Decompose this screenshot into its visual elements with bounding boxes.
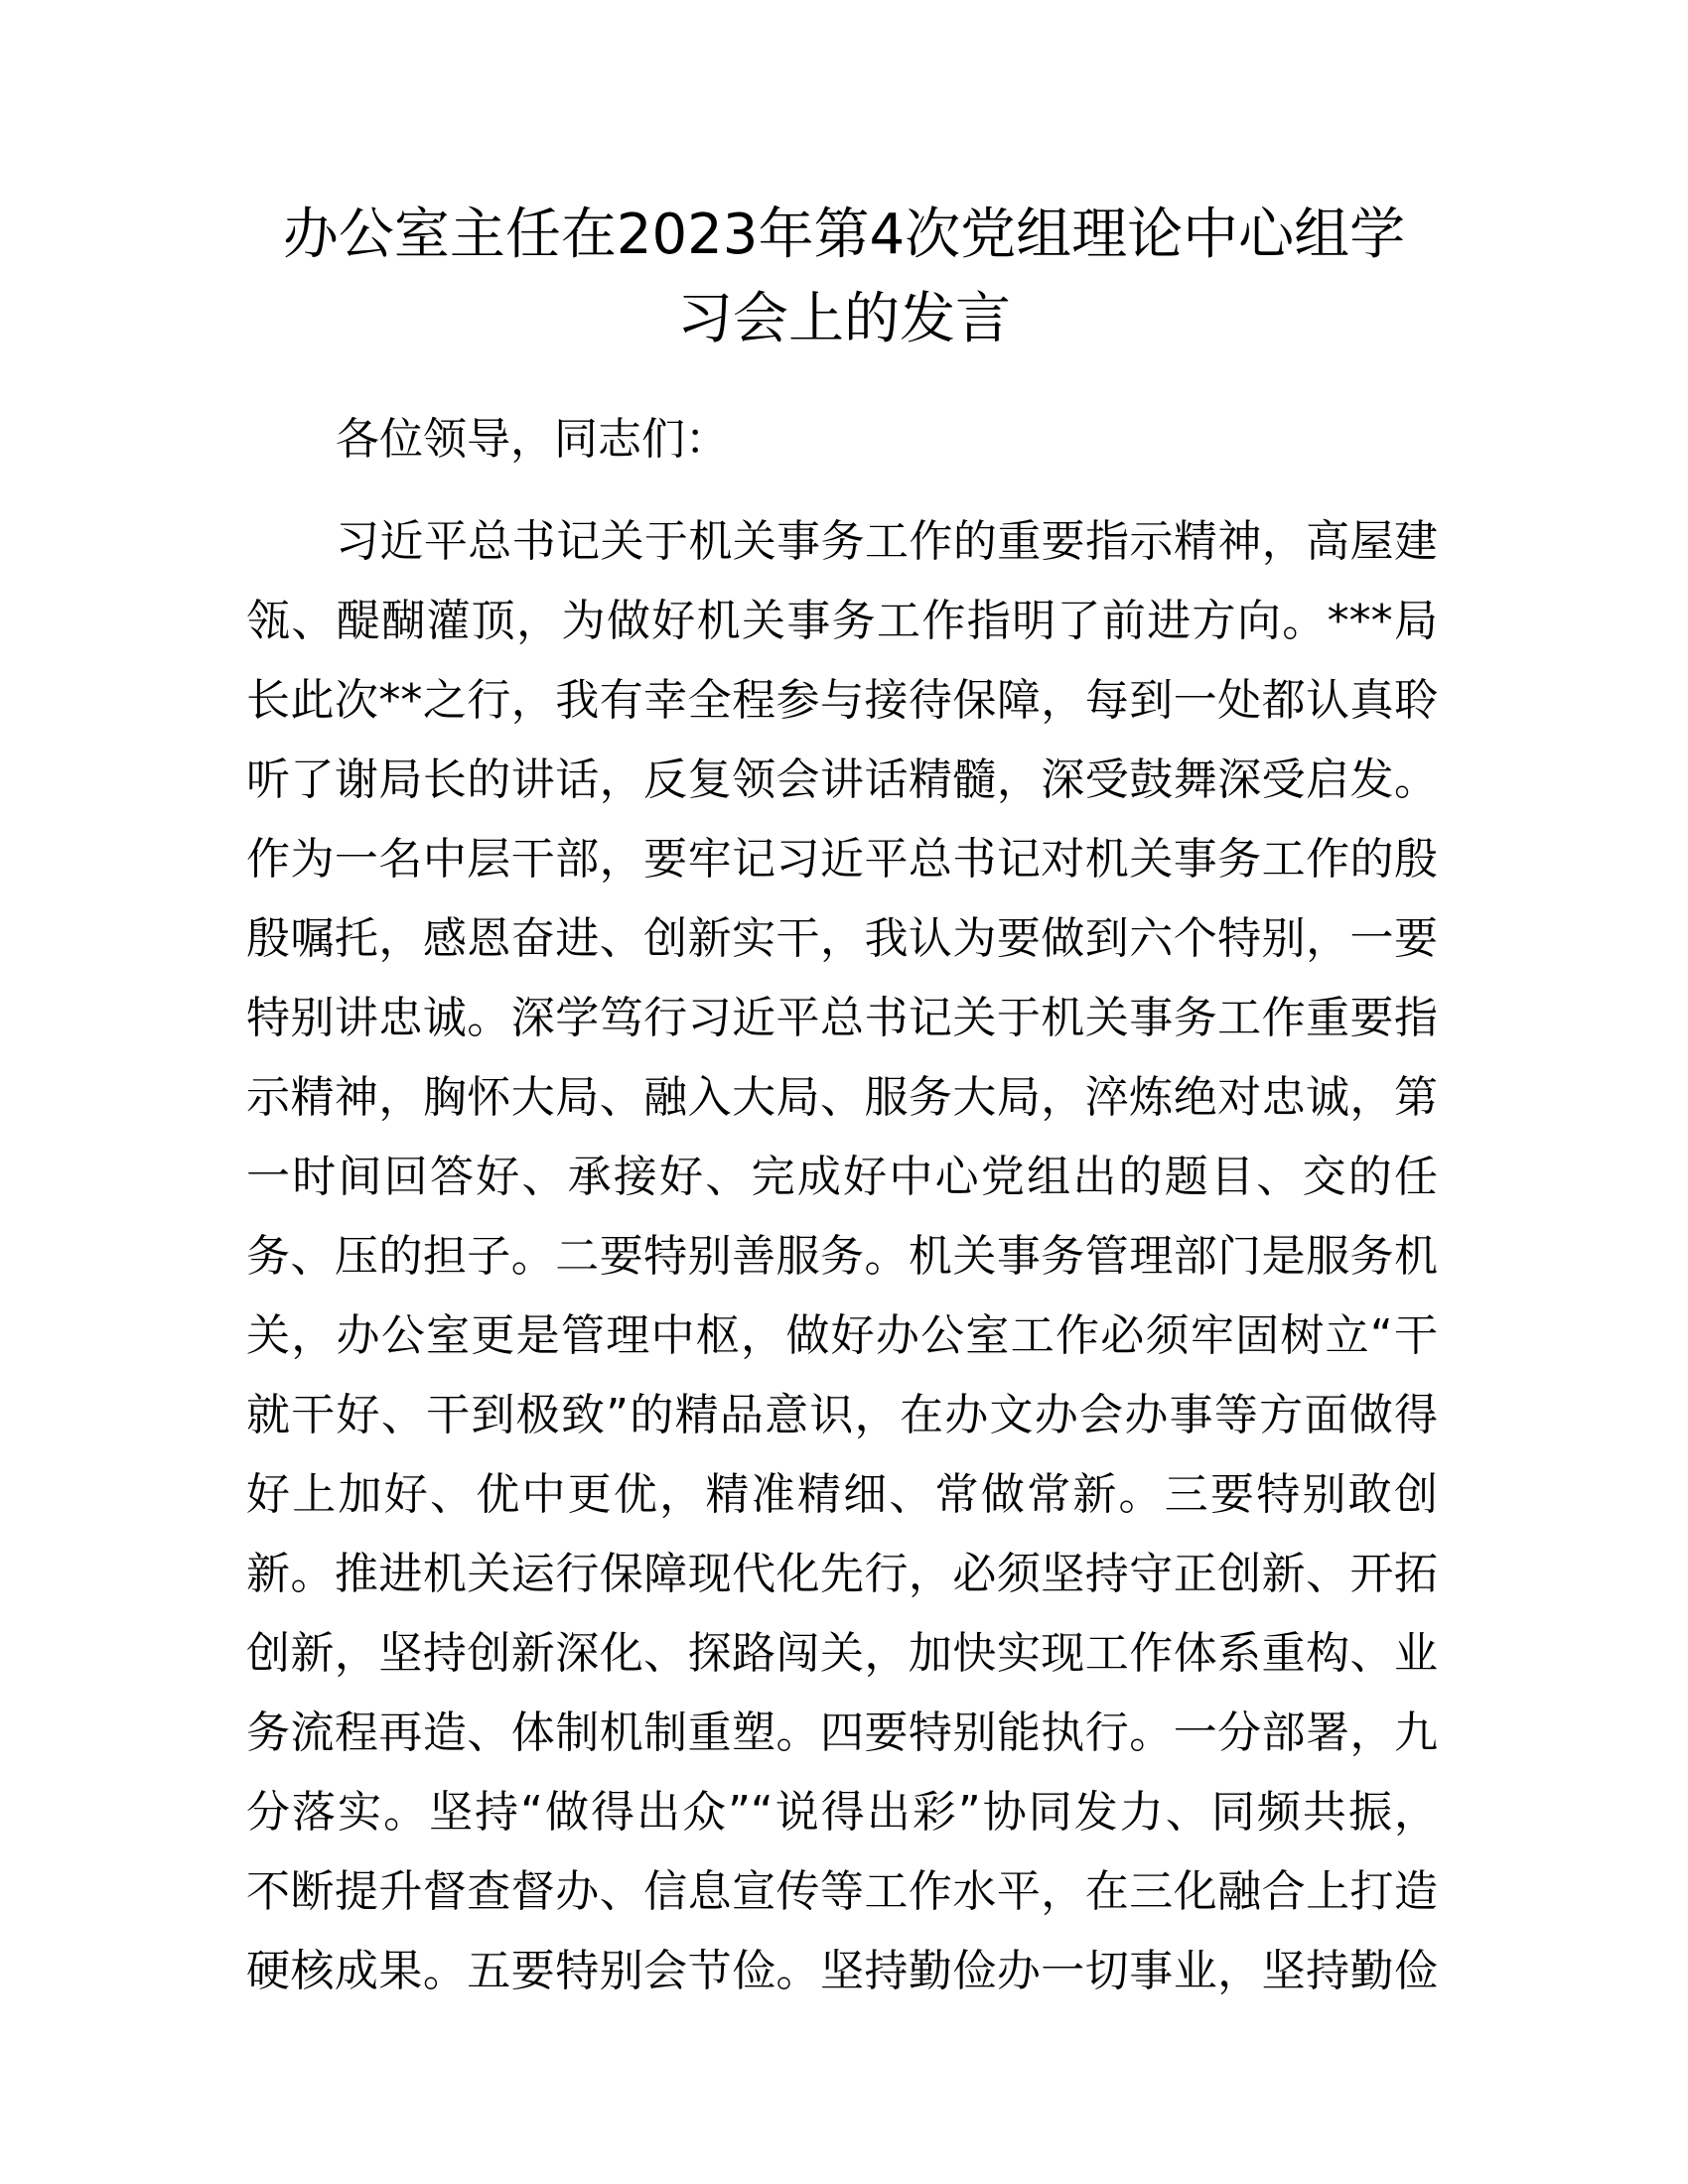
body-line-17: 分落实。坚持“做得出众”“说得出彩”协同发力、同频共振， [246,1787,1438,1838]
body-line-16: 务流程再造、体制机制重塑。四要特别能执行。一分部署，九 [246,1707,1438,1758]
body-line-19: 硬核成果。五要特别会节俭。坚持勤俭办一切事业，坚持勤俭 [246,1946,1438,1996]
body-line-3: 长此次**之行，我有幸全程参与接待保障，每到一处都认真聆 [246,675,1438,726]
document-title-line-2: 习会上的发言 [677,287,1011,351]
body-line-4: 听了谢局长的讲话，反复领会讲话精髓，深受鼓舞深受启发。 [246,754,1438,805]
document-title-line-1: 办公室主任在2023年第4次党组理论中心组学 [282,203,1406,267]
body-line-13: 好上加好、优中更优，精准精细、常做常新。三要特别敢创 [246,1469,1438,1520]
body-line-6: 殷嘱托，感恩奋进、创新实干，我认为要做到六个特别，一要 [246,913,1438,964]
body-line-15: 创新，坚持创新深化、探路闯关，加快实现工作体系重构、业 [246,1628,1438,1679]
body-line-10: 务、压的担子。二要特别善服务。机关事务管理部门是服务机 [246,1231,1438,1282]
body-line-18: 不断提升督查督办、信息宣传等工作水平，在三化融合上打造 [246,1866,1438,1917]
body-line-5: 作为一名中层干部，要牢记习近平总书记对机关事务工作的殷 [246,834,1438,885]
body-line-9: 一时间回答好、承接好、完成好中心党组出的题目、交的任 [246,1152,1438,1202]
body-line-11: 关，办公室更是管理中枢，做好办公室工作必须牢固树立“干 [246,1310,1438,1361]
body-line-8: 示精神，胸怀大局、融入大局、服务大局，淬炼绝对忠诚，第 [246,1072,1438,1123]
body-line-14: 新。推进机关运行保障现代化先行，必须坚持守正创新、开拓 [246,1549,1438,1599]
body-line-1: 习近平总书记关于机关事务工作的重要指示精神，高屋建 [336,516,1438,567]
body-line-2: 瓴、醍醐灌顶，为做好机关事务工作指明了前进方向。***局 [246,596,1438,646]
body-line-12: 就干好、干到极致”的精品意识，在办文办会办事等方面做得 [246,1390,1438,1440]
body-line-7: 特别讲忠诚。深学笃行习近平总书记关于机关事务工作重要指 [246,993,1438,1043]
salutation: 各位领导，同志们： [336,414,729,465]
